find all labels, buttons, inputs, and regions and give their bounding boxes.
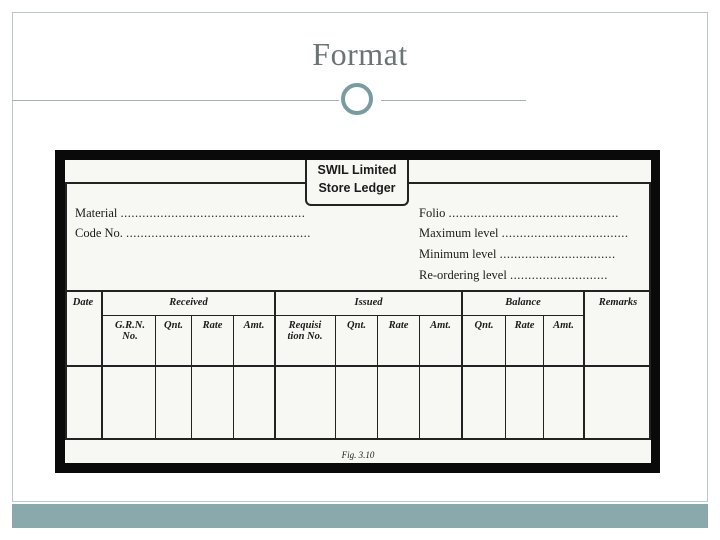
table-header-rule — [65, 365, 651, 367]
subheader-grn-no: G.R.N. No. — [114, 320, 146, 342]
field-code-no-label: Code No. — [75, 226, 123, 240]
title-rule-right — [381, 100, 526, 101]
sub-rule-6 — [419, 315, 420, 438]
ledger-right-border — [649, 182, 651, 440]
field-minimum-level-dots: ................................ — [499, 247, 616, 261]
sub-rule-7 — [505, 315, 506, 438]
subheader-issued-qnt: Qnt. — [347, 320, 366, 331]
field-maximum-level-dots: ................................... — [501, 226, 629, 240]
subheader-received-amt: Amt. — [243, 320, 265, 331]
field-reordering-level — [419, 268, 608, 283]
subheader-received-qnt: Qnt. — [164, 320, 183, 331]
col-rule-balance — [583, 290, 585, 438]
ledger-paper — [65, 160, 651, 463]
header-received: Received — [169, 297, 208, 308]
subheader-balance-amt: Amt. — [553, 320, 574, 331]
sub-rule-5 — [377, 315, 378, 438]
field-maximum-level-label: Maximum level — [419, 226, 499, 240]
sub-rule-1 — [155, 315, 156, 438]
title-rule-left — [12, 100, 339, 101]
field-maximum-level — [419, 226, 629, 241]
slide-title: Format — [312, 36, 408, 72]
field-minimum-level — [419, 247, 616, 262]
subheader-balance-rate: Rate — [514, 320, 535, 331]
figure-caption: Fig. 3.10 — [341, 450, 375, 460]
col-rule-issued — [461, 290, 463, 438]
field-folio-label: Folio — [419, 206, 446, 220]
field-folio — [419, 206, 619, 221]
field-reordering-level-dots: ........................... — [509, 268, 608, 282]
ledger-left-border — [65, 182, 67, 440]
field-code-no — [75, 226, 311, 241]
store-ledger-image — [55, 150, 660, 473]
field-folio-dots: ............................................... — [448, 206, 619, 220]
subheader-received-rate: Rate — [202, 320, 223, 331]
field-material — [75, 206, 305, 221]
col-rule-received — [274, 290, 276, 438]
header-remarks: Remarks — [598, 297, 638, 308]
sub-rule-2 — [191, 315, 192, 438]
table-top-rule — [65, 290, 651, 292]
sub-rule-8 — [543, 315, 544, 438]
col-rule-date — [101, 290, 103, 438]
title-circle — [341, 83, 373, 115]
table-bottom-rule — [65, 438, 651, 440]
ledger-header-box — [305, 160, 409, 206]
company-name: SWIL Limited — [317, 163, 397, 177]
table-group-rule — [101, 315, 583, 316]
footer-bar — [12, 504, 708, 528]
field-material-dots: ................................................... — [120, 206, 306, 220]
sub-rule-3 — [233, 315, 234, 438]
field-code-no-dots: ................................................... — [126, 226, 311, 240]
ledger-title: Store Ledger — [318, 181, 396, 195]
subheader-issued-rate: Rate — [388, 320, 409, 331]
field-material-label: Material — [75, 206, 118, 220]
subheader-requisition-no: Requisi tion No. — [287, 320, 323, 342]
header-balance: Balance — [505, 297, 541, 308]
subheader-balance-qnt: Qnt. — [474, 320, 494, 331]
sub-rule-4 — [335, 315, 336, 438]
field-minimum-level-label: Minimum level — [419, 247, 497, 261]
header-date: Date — [72, 297, 94, 308]
subheader-issued-amt: Amt. — [430, 320, 451, 331]
field-reordering-level-label: Re-ordering level — [419, 268, 507, 282]
header-issued: Issued — [354, 297, 383, 308]
